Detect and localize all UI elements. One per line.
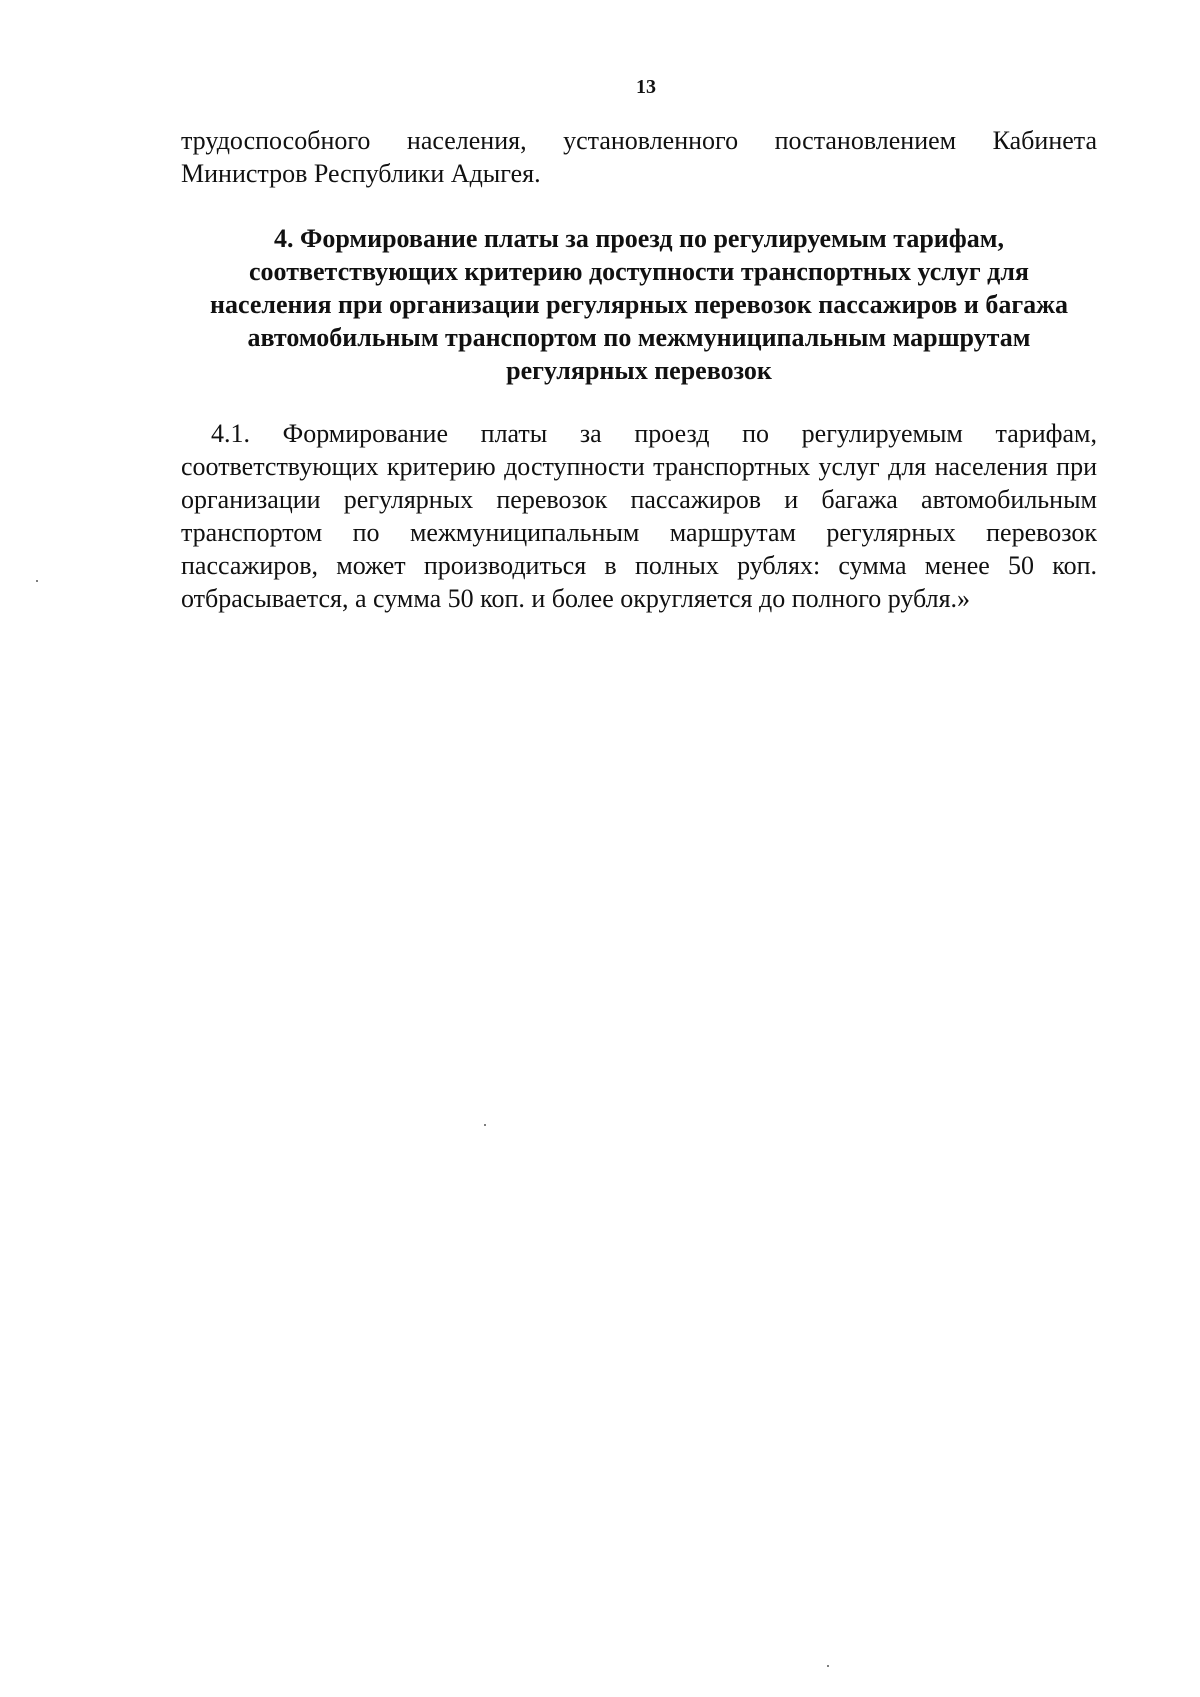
page-content xyxy=(181,124,1097,615)
scan-speck xyxy=(484,1124,486,1126)
scan-speck xyxy=(36,580,38,582)
section-heading: 4. Формирование платы за проезд по регулируемым тарифам, соответствующих критерию доступности транспортных услуг для населения при организации регулярных перевозок пассажиров и багажа автомобильным транспортом по межмуниципальным маршрутам регулярных перевозок xyxy=(210,224,1068,385)
intro-paragraph: трудоспособного населения, установленного постановлением Кабинета Министров Республики Адыгея. xyxy=(181,126,1097,188)
clause-paragraph: 4.1. Формирование платы за проезд по регулируемым тарифам, соответствующих критерию доступности транспортных услуг для населения при организации регулярных перевозок пассажиров и багажа автомобильным транспортом по межмуниципальным маршрутам регулярных перевозок пассажиров, может производиться в полных рублях: сумма менее 50 коп. отбрасывается, а сумма 50 коп. и более округляется до полного рубля.» xyxy=(181,419,1097,613)
page-number: 13 xyxy=(636,76,656,98)
scan-speck xyxy=(827,1665,829,1667)
